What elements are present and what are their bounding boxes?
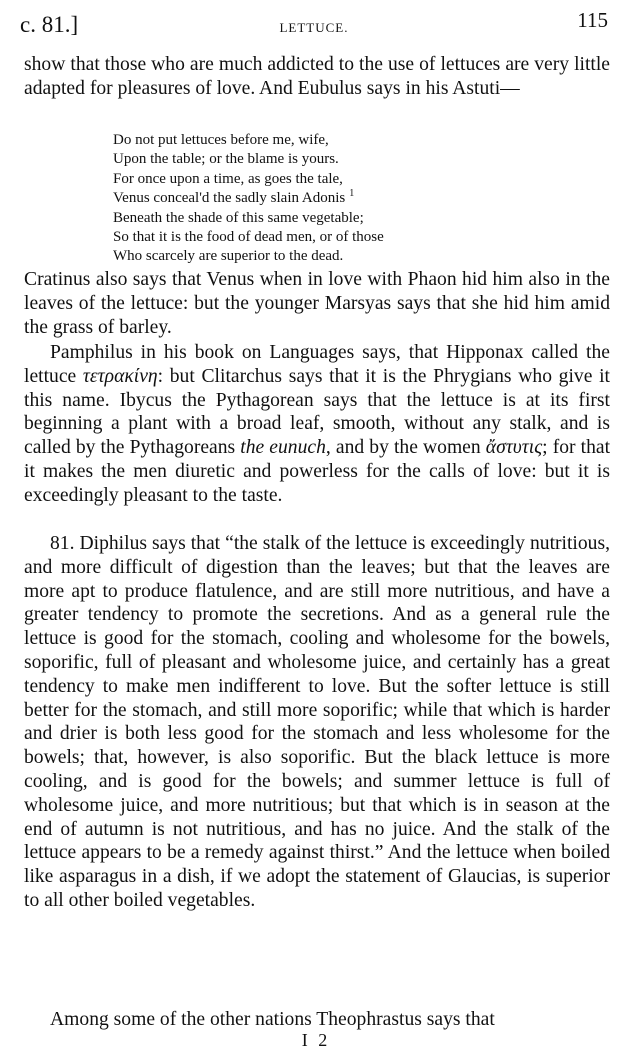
greek-word: τετρακίνη [82, 365, 158, 387]
section-marker: c. 81.] [20, 12, 79, 37]
paragraph-pamphilus [24, 341, 610, 508]
signature-mark: I 2 [301, 1030, 331, 1050]
verse-line: For once upon a time, as goes the tale, [113, 170, 343, 187]
italic-phrase: the eunuch [240, 437, 326, 459]
page-number: 115 [577, 8, 608, 32]
verse-line: Who scarcely are superior to the dead. [113, 248, 344, 265]
paragraph-cratinus: Cratinus also says that Venus when in love with Phaon hid him also in the leaves of the lettuce: but the younger Marsyas says that she hid him amid the grass of barley. [24, 269, 610, 338]
verse-line: Upon the table; or the blame is yours. [113, 151, 339, 168]
paragraph-text: , and by the women [325, 437, 486, 459]
verse-line: So that it is the food of dead men, or of those [113, 229, 384, 246]
greek-word: ἄστυτις [485, 437, 543, 459]
paragraph-theophrastus: Among some of the other nations Theophrastus says that [50, 1009, 495, 1030]
verse-quotation [113, 131, 533, 267]
paragraph-text: ; for that it makes the men diuretic and powerless for the calls of love: but it is exceedingly pleasant to the taste. [24, 437, 611, 506]
verse-line: Do not put lettuces before me, wife, [113, 132, 329, 148]
verse-line: Beneath the shade of this same vegetable; [113, 209, 364, 226]
footnote-marker: 1 [349, 188, 355, 200]
running-title: LETTUCE. [279, 20, 349, 35]
verse-line [113, 189, 533, 208]
paragraph-eubulus-intro: show that those who are much addicted to the use of lettuces are very little adapted for pleasures of love. And Eubulus says in his Astuti— [24, 54, 610, 99]
page-header [20, 8, 608, 38]
verse-line-text: Venus conceal'd the sadly slain Adonis [113, 190, 346, 207]
paragraph-text: : but Clitarchus says that it is the Phrygians who give it this name. Ibycus the Pythagorean says that the lettuce is at its first beginning a plant with a broad leaf, smooth, without any stalk, and is called by the Pythagoreans [24, 365, 610, 459]
paragraph-text: Pamphilus in his book on Languages says, that Hipponax called the lettuce [24, 342, 610, 387]
paragraph-diphilus: 81. Diphilus says that “the stalk of the lettuce is exceedingly nutritious, and more difficult of digestion than the leaves; but that the leaves are more apt to produce flatulence, and are still more nutritious, and have a greater tendency to promote the secretions. And as a general rule the lettuce is good for the stomach, cooling and wholesome for the bowels, soporific, full of pleasant and wholesome juice, and certainly has a great tendency to make men indifferent to love. But the softer lettuce is still better for the stomach, and still more soporific; while that which is harder and drier is both less good for the stomach and less wholesome for the bowels; that, however, is also soporific. But the black lettuce is more cooling, and is good for the bowels; and summer lettuce is full of wholesome juice, and more nutritious; but that which is in season at the end of autumn is not nutritious, and has no juice. And the stalk of the lettuce appears to be a remedy against thirst.” And the lettuce when boiled like asparagus in a dish, if we adopt the statement of Glaucias, is superior to all other boiled vegetables. [24, 533, 610, 911]
